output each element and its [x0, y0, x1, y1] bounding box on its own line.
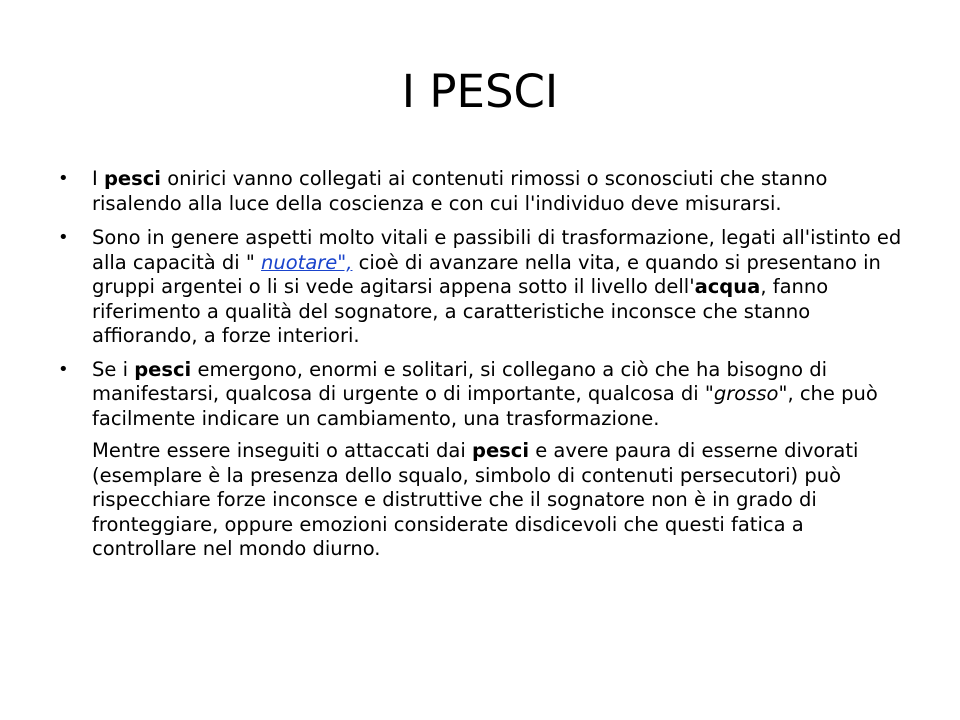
bullet-marker: •: [58, 358, 69, 380]
text-run: Se i: [92, 357, 135, 381]
text-run: Mentre essere inseguiti o attaccati dai: [92, 439, 472, 462]
text-run: onirici vanno collegati ai contenuti rimossi o sconosciuti che stanno risalendo alla luce della coscienza e con cui l'individuo deve misurarsi.: [92, 167, 828, 215]
paragraph-4: [92, 439, 904, 562]
text-run: Sono in genere aspetti molto vitali e passibili di trasformazione, legati all'istinto ed alla capacità di ": [92, 226, 902, 274]
bold-run: acqua: [694, 275, 761, 298]
italic-run: grosso: [713, 382, 779, 405]
paragraph-1: [58, 167, 904, 216]
slide-title: I PESCI: [401, 65, 559, 118]
text-run: ", che può facilmente indicare un cambiamento, una trasformazione.: [92, 382, 878, 430]
text-run: emergono, enormi e solitari, si collegano a ciò che ha bisogno di manifestarsi, qualcosa di urgente o di importante, qualcosa di ": [92, 357, 828, 405]
bold-run: pesci: [134, 357, 192, 381]
text-run: cioè di avanzare nella vita, e quando si presentano in gruppi argentei o li si vede agitarsi appena sotto il livello dell': [92, 250, 881, 298]
paragraph-2: [58, 226, 904, 349]
bold-run: pesci: [471, 439, 530, 462]
slide-body: [58, 167, 904, 572]
text-run: I: [92, 167, 104, 190]
bullet-marker: •: [58, 227, 69, 248]
bold-run: pesci: [103, 167, 161, 190]
text-run: e avere paura di esserne divorati (esemplare è la presenza dello squalo, simbolo di contenuti persecutori) può rispecchiare forze inconsce e distruttive che il sognatore non è in grado di fronteggiare, oppure emozioni considerate disdicevoli che questi fatica a controllare nel mondo diurno.: [92, 439, 859, 560]
text-run: , fanno riferimento a qualità del sognatore, a caratteristiche inconsce che stanno affiorando, a forze interiori.: [92, 275, 829, 347]
nuotare-link[interactable]: nuotare",: [261, 250, 353, 274]
bullet-marker: •: [58, 168, 69, 189]
paragraph-3: [58, 357, 904, 432]
